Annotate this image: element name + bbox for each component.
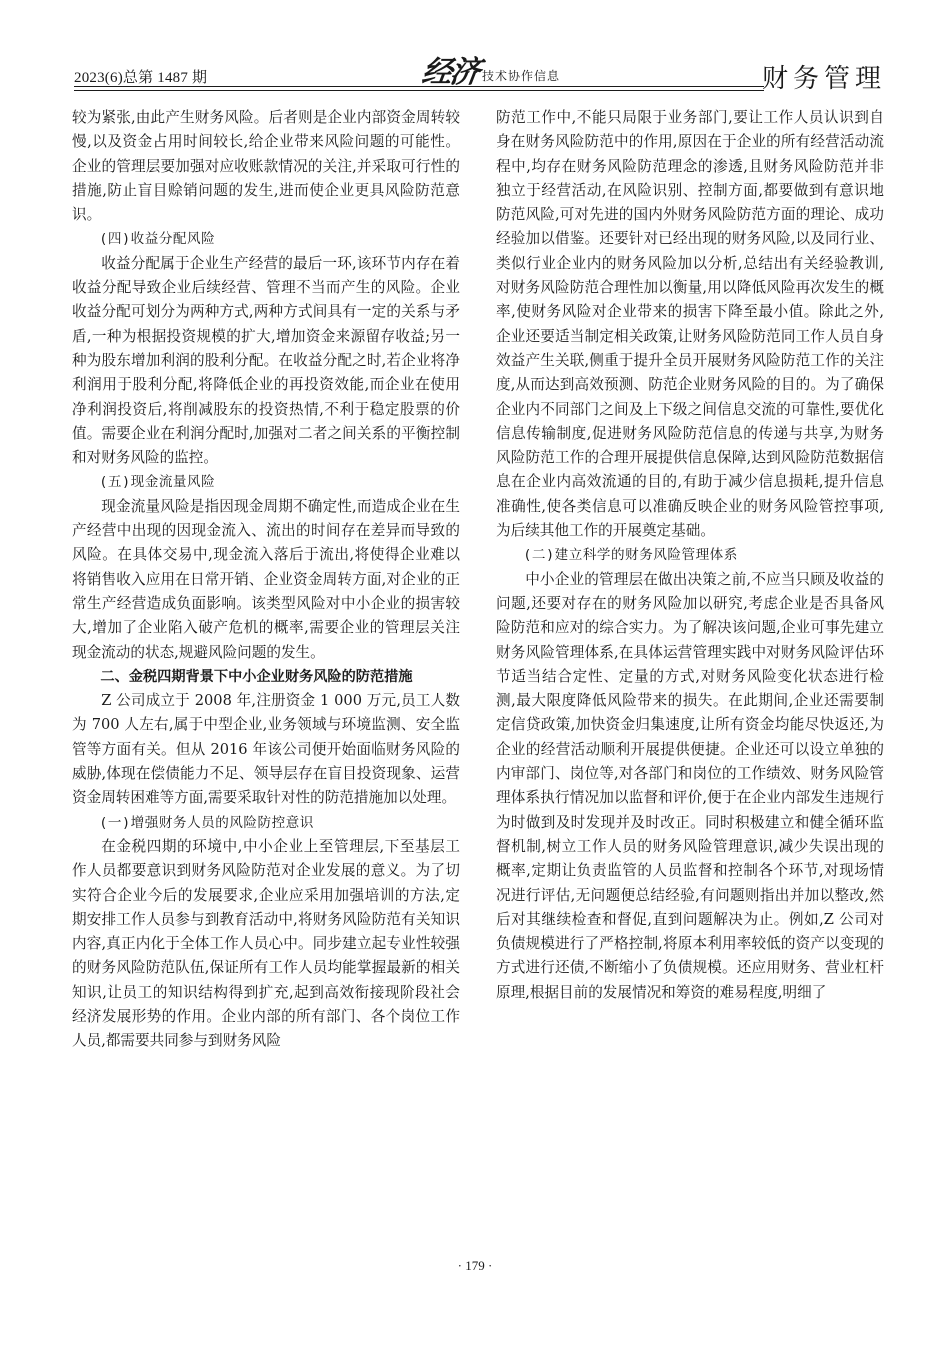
paragraph: 较为紧张,由此产生财务风险。后者则是企业内部资金周转较慢,以及资金占用时间较长,给企业带来风险问题的可能性。企业的管理层要加强对应收账款情况的关注,并采取可行性的措施,防止盲目赊销问题的发生,进而使企业更具风险防范意识。 bbox=[72, 109, 460, 224]
logo-subtitle: 技术协作信息 bbox=[482, 69, 561, 83]
paragraph: 现金流量风险是指因现金周期不确定性,而造成企业在生产经营中出现的因现金流入、流出的时间存在差异而导致的风险。在具体交易中,现金流入落后于流出,将使得企业难以将销售收入应用在日常开销、企业资金周转方面,对企业的正常生产经营造成负面影响。该类型风险对中小企业的损害较大,增加了企业陷入破产危机的概率,需要企业的管理层关注现金流动的状态,规避风险问题的发生。 bbox=[72, 497, 460, 661]
page-number: · 179 · bbox=[457, 1258, 493, 1273]
section-heading: 二、金税四期背景下中小企业财务风险的防范措施 bbox=[100, 668, 413, 685]
header-rule bbox=[74, 86, 764, 87]
issue-label: 2023(6)总第 1487 期 bbox=[74, 70, 208, 86]
journal-logo bbox=[419, 48, 561, 90]
page-header bbox=[66, 44, 886, 96]
subheading-cash-flow: (五)现金流量风险 bbox=[99, 474, 216, 491]
subheading-income-distribution: (四)收益分配风险 bbox=[99, 231, 216, 248]
left-column bbox=[72, 106, 460, 1054]
paragraph: Z 公司成立于 2008 年,注册资金 1 000 万元,员工人数为 700 人左右,属于中型企业,业务领域与环境监测、安全监管等方面有关。但从 2016 年该公司便开始面临财务风险的威胁,体现在偿债能力不足、领导层存在盲目投资现象、运营资金周转困难等方面,需要采取针对性的防范措施加以处理。 bbox=[72, 692, 460, 807]
paragraph: 在金税四期的环境中,中小企业上至管理层,下至基层工作人员都要意识到财务风险防范对企业发展的意义。为了切实符合企业今后的发展要求,企业应采用加强培训的方法,定期安排工作人员参与到教育活动中,将财务风险防范有关知识内容,真正内化于全体工作人员心中。同步建立起专业性较强的财务风险防范队伍,保证所有工作人员均能掌握最新的相关知识,让员工的知识结构得到扩充,起到高效衔接现阶段社会经济发展形势的作用。企业内部的所有部门、各个岗位工作人员,都需要共同参与到财务风险 bbox=[72, 837, 460, 1050]
header-rule-thin bbox=[74, 90, 764, 91]
logo-mark: 经济 bbox=[419, 55, 481, 90]
paragraph: 收益分配属于企业生产经营的最后一环,该环节内存在着收益分配导致企业后续经营、管理不当而产生的风险。企业收益分配可划分为两种方式,两种方式间具有一定的关系与矛盾,一种为根据投资规模的扩大,增加资金来源留存收益;另一种为股东增加利润的股利分配。在收益分配之时,若企业将净利润用于股利分配,将降低企业的再投资效能,而企业在使用净利润投资后,将削减股东的投资热情,不利于稳定股票的价值。需要企业在利润分配时,加强对二者之间关系的平衡控制和对财务风险的监控。 bbox=[72, 254, 460, 467]
section-title: 财务管理 bbox=[761, 64, 886, 94]
right-column bbox=[496, 106, 884, 1005]
paragraph: 中小企业的管理层在做出决策之前,不应当只顾及收益的问题,还要对存在的财务风险加以研究,考虑企业是否具备风险防范和应对的综合实力。为了解决该问题,企业可事先建立财务风险管理体系,在具体运营管理实践中对财务风险评估环节适当结合定性、定量的方式,对财务风险变化状态进行检测,最大限度降低风险带来的损失。在此期间,企业还需要制定信贷政策,加快资金归集速度,让所有资金均能尽快返还,为企业的经营活动顺利开展提供便捷。企业还可以设立单独的内审部门、岗位等,对各部门和岗位的工作绩效、财务风险管理体系执行情况加以监督和评价,便于在企业内部发生违规行为时做到及时发现并及时改正。同时积极建立和健全循环监督机制,树立工作人员的财务风险管理意识,减少失误出现的概率,定期让负责监管的人员监督和控制各个环节,对现场情况进行评估,无问题便总结经验,有问题则指出并加以整改,然后对其继续检查和督促,直到问题解决为止。例如,Z 公司对负债规模进行了严格控制,将原本利用率较低的资产以变现的方式进行还债,不断缩小了负债规模。还应用财务、营业杠杆原理,根据目前的发展情况和筹资的难易程度,明细了 bbox=[496, 570, 884, 1001]
paragraph: 防范工作中,不能只局限于业务部门,要让工作人员认识到自身在财务风险防范中的作用,原因在于企业的所有经营活动流程中,均存在财务风险防范理念的渗透,且财务风险防范并非独立于经营活动,在风险识别、控制方面,都要做到有意识地防范风险,可对先进的国内外财务风险防范方面的理论、成功经验加以借鉴。还要针对已经出现的财务风险,以及同行业、类似行业企业内的财务风险加以分析,总结出有关经验教训,对财务风险防范合理性加以衡量,用以降低风险再次发生的概率,使财务风险对企业带来的损害下降至最小值。除此之外,企业还要适当制定相关政策,让财务风险防范同工作人员自身效益产生关联,侧重于提升全员开展财务风险防范工作的关注度,从而达到高效预测、防范企业财务风险的目的。为了确保企业内不同部门之间及上下级之间信息交流的可靠性,要优化信息传输制度,促进财务风险防范信息的传递与共享,为财务风险防范工作的合理开展提供信息保障,达到风险防范数据信息在企业内高效流通的目的,有助于减少信息损耗,提升信息准确性,使各类信息可以准确反映企业的财务风险管控事项,为后续其他工作的开展奠定基础。 bbox=[496, 109, 884, 540]
subheading-management-system: (二)建立科学的财务风险管理体系 bbox=[523, 547, 738, 564]
subheading-awareness: (一)增强财务人员的风险防控意识 bbox=[99, 814, 314, 831]
